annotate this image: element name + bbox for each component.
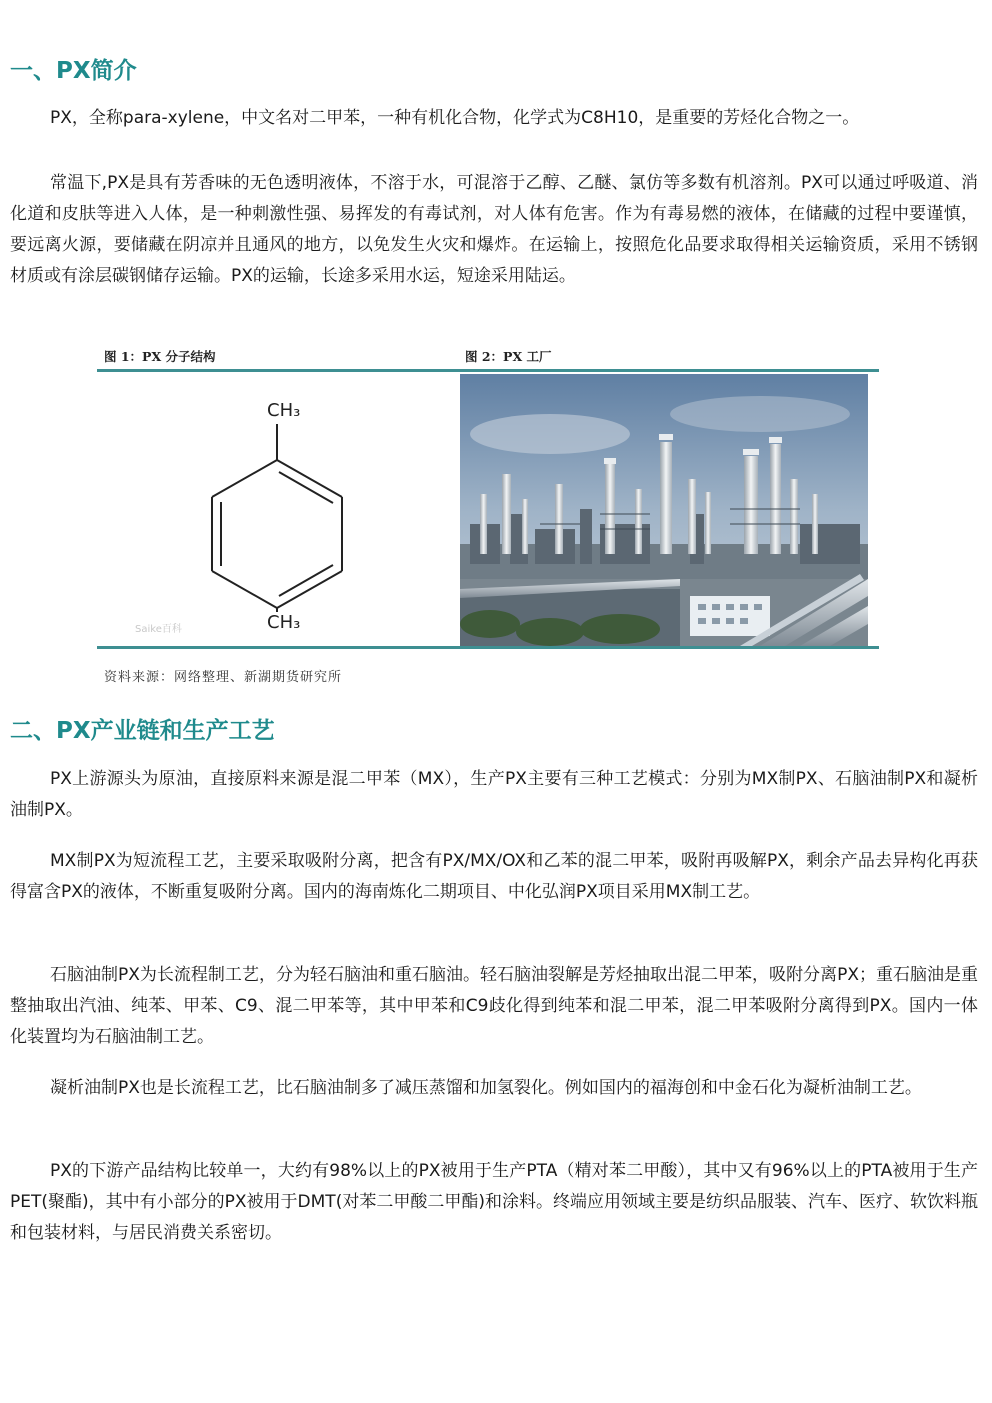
image-watermark: Saike百科 [135, 624, 182, 635]
section1-paragraph-2: 常温下,PX是具有芳香味的无色透明液体，不溶于水，可混溶于乙醇、乙醚、氯仿等多数有机溶剂。PX可以通过呼吸道、消化道和皮肤等进入人体，是一种刺激性强、易挥发的有毒试剂，对人体有危害。作为有毒易燃的液体，在储藏的过程中要谨慎，要远离火源，要储藏在阴凉并且通风的地方，以免发生火灾和爆炸。在运输上，按照危化品要求取得相关运输资质，采用不锈钢材质或有涂层碳钢储存运输。PX的运输，长途多采用水运，短途采用陆运。 [10, 173, 978, 286]
figure-bottom-rule [97, 646, 879, 649]
section2-heading: 二、PX产业链和生产工艺 [10, 718, 275, 744]
section1-heading: 一、PX简介 [10, 58, 137, 84]
benzene-ring-diagram [97, 374, 457, 646]
section2-paragraph-1: PX上游源头为原油，直接原料来源是混二甲苯（MX），生产PX主要有三种工艺模式：分别为MX制PX、石脑油制PX和凝析油制PX。 [10, 769, 978, 820]
factory-illustration [460, 374, 868, 646]
figure-top-rule [97, 369, 879, 372]
section2-paragraph-2: MX制PX为短流程工艺，主要采取吸附分离，把含有PX/MX/OX和乙苯的混二甲苯，吸附再吸解PX，剩余产品去异构化再获得富含PX的液体，不断重复吸附分离。国内的海南炼化二期项目、中化弘润PX项目采用MX制工艺。 [10, 851, 978, 902]
section2-paragraph-3: 石脑油制PX为长流程制工艺，分为轻石脑油和重石脑油。轻石脑油裂解是芳烃抽取出混二甲苯，吸附分离PX；重石脑油是重整抽取出汽油、纯苯、甲苯、C9、混二甲苯等，其中甲苯和C9歧化得到纯苯和混二甲苯，混二甲苯吸附分离得到PX。国内一体化装置均为石脑油制工艺。 [10, 965, 978, 1047]
methyl-bottom-label: CH₃ [267, 612, 301, 633]
section2-paragraph-4: 凝析油制PX也是长流程工艺，比石脑油制多了减压蒸馏和加氢裂化。例如国内的福海创和中金石化为凝析油制工艺。 [50, 1078, 922, 1098]
figure-1-caption: 图 1：PX 分子结构 [104, 349, 216, 364]
molecule-structure [97, 374, 457, 646]
section1-paragraph-1: PX，全称para-xylene，中文名对二甲苯，一种有机化合物，化学式为C8H10，是重要的芳烃化合物之一。 [50, 108, 860, 128]
figure-source: 资料来源：网络整理、新湖期货研究所 [104, 670, 343, 685]
section2-paragraph-5: PX的下游产品结构比较单一，大约有98%以上的PX被用于生产PTA（精对苯二甲酸），其中又有96%以上的PTA被用于生产PET(聚酯)，其中有小部分的PX被用于DMT(对苯二甲酸二甲酯)和涂料。终端应用领域主要是纺织品服装、汽车、医疗、软饮料瓶和包装材料，与居民消费关系密切。 [10, 1161, 978, 1243]
methyl-top-label: CH₃ [267, 400, 301, 421]
px-plant-photo [460, 374, 868, 646]
figure-2-caption: 图 2：PX 工厂 [465, 349, 552, 364]
